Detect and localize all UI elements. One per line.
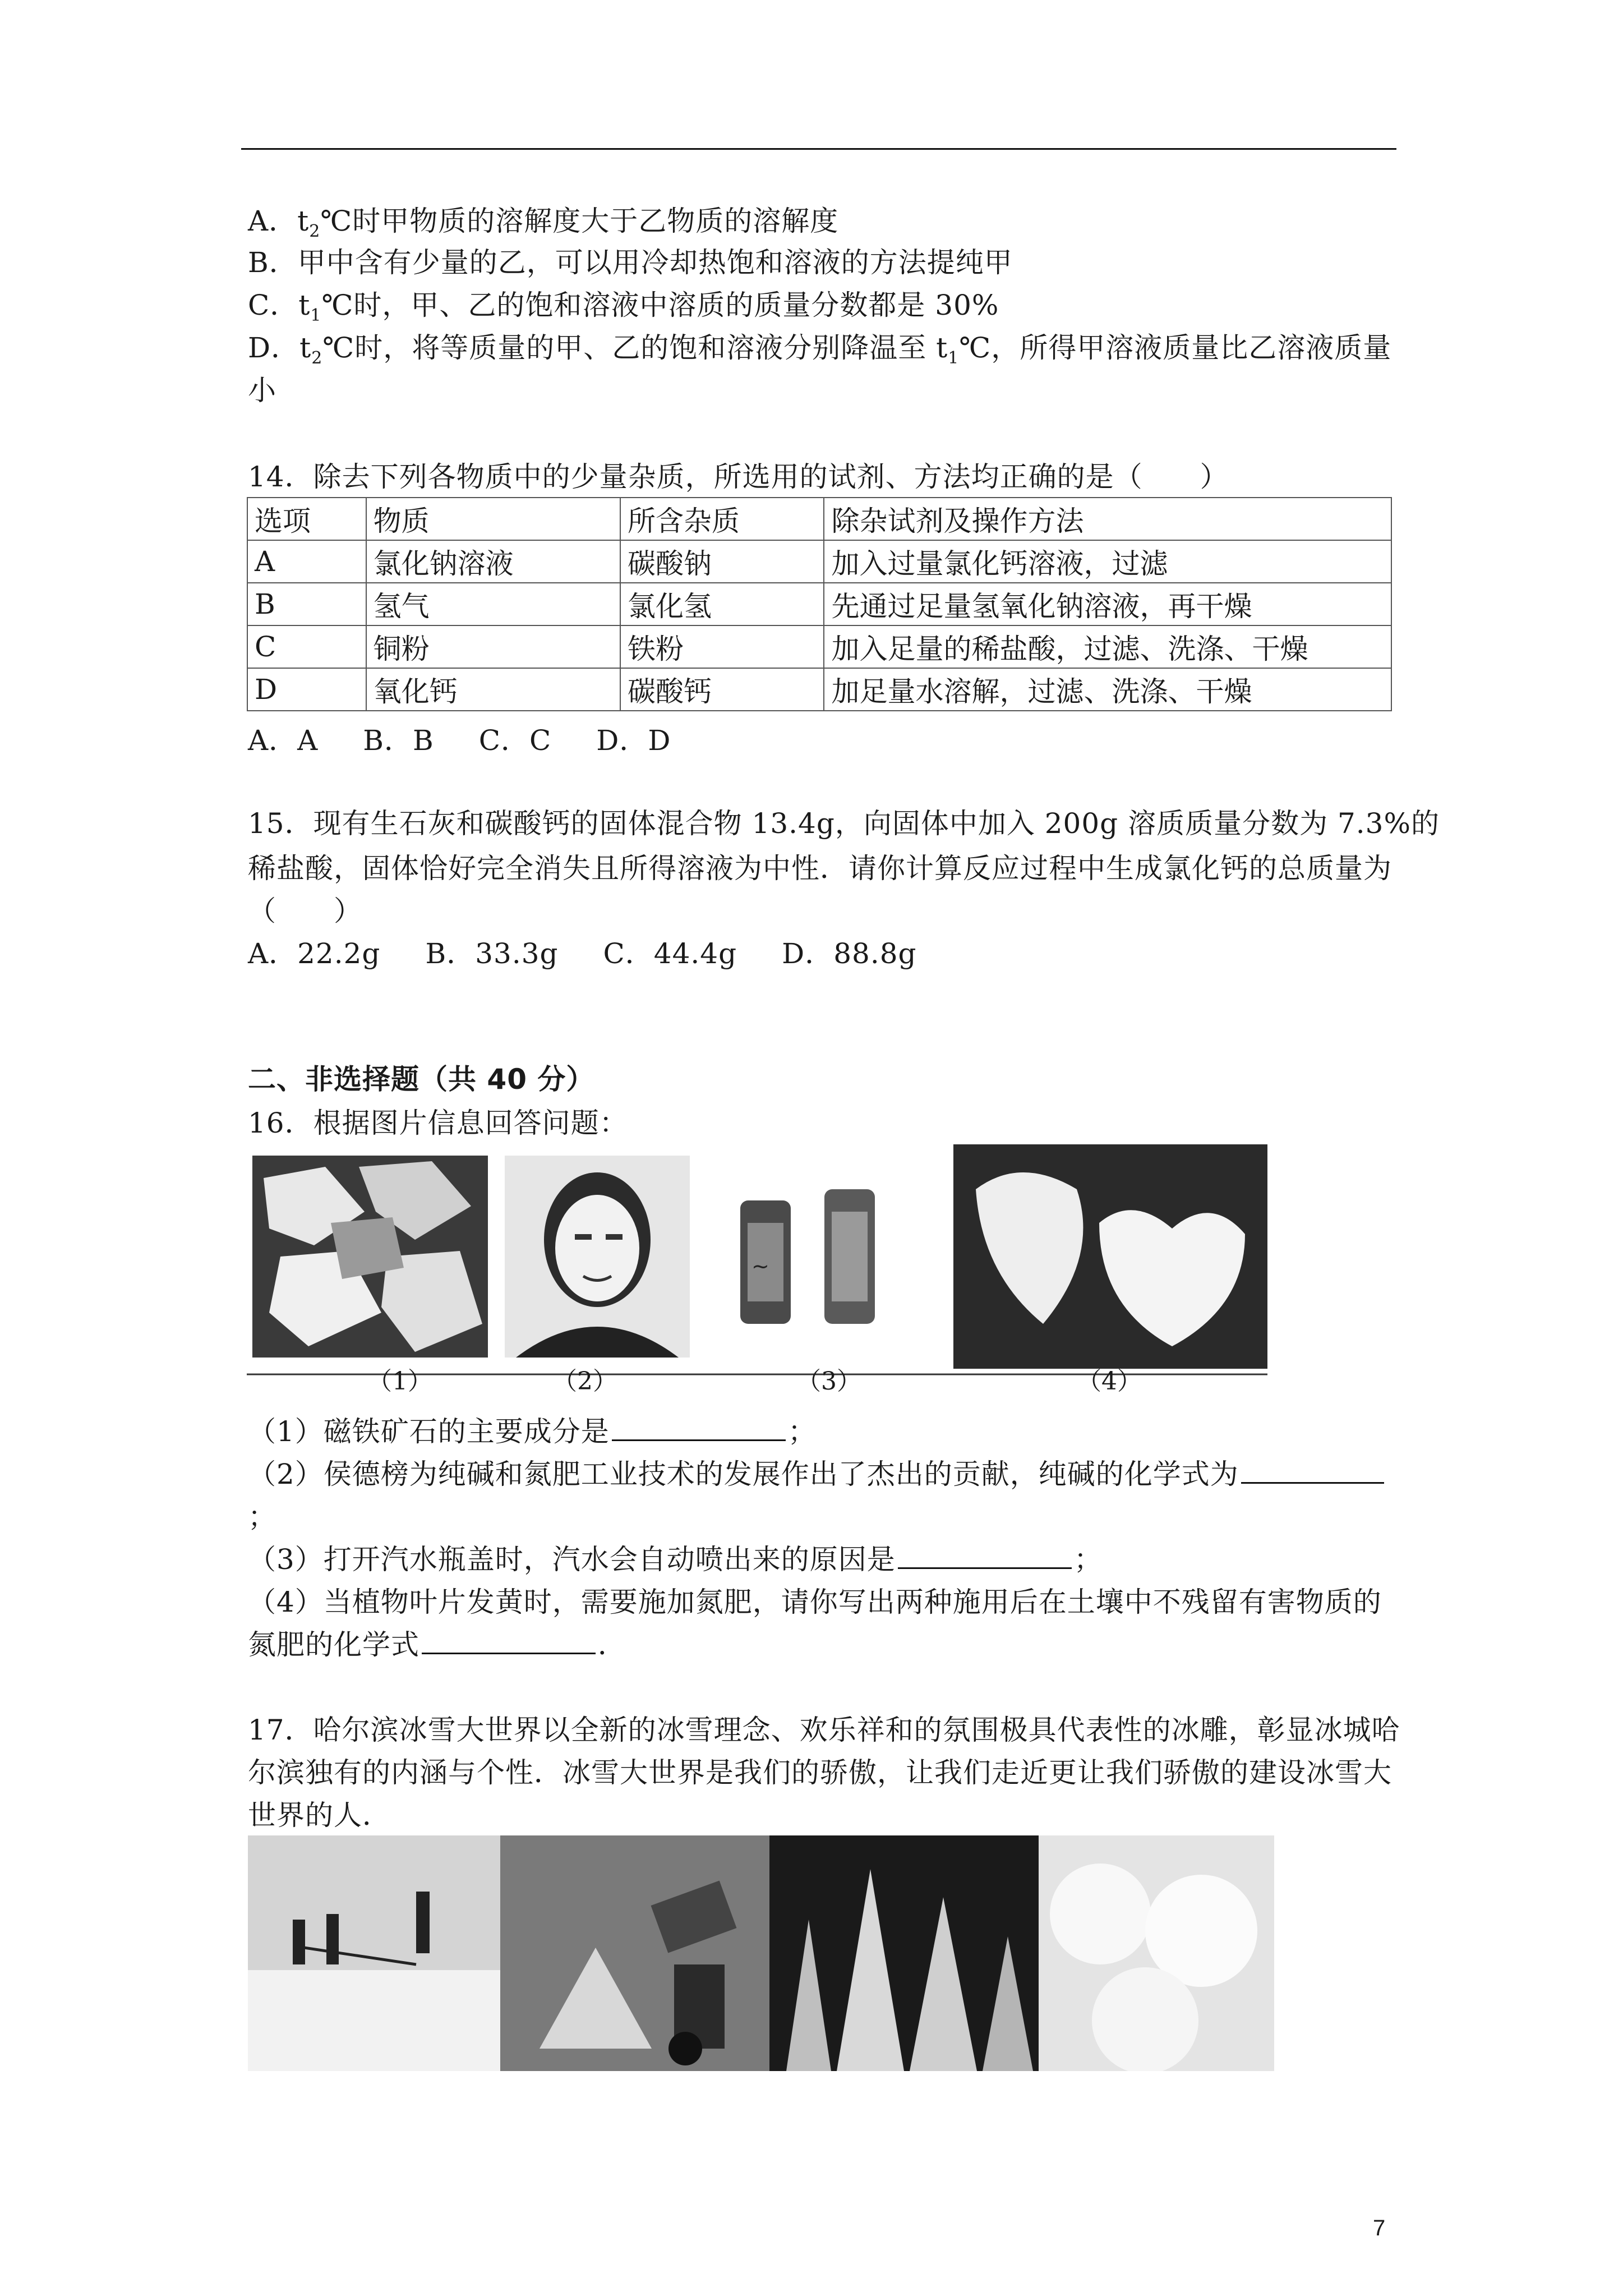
table-row <box>247 540 1391 583</box>
answer-blank[interactable] <box>1241 1454 1384 1484</box>
table-header-cell: 选项 <box>247 498 366 540</box>
page-number: 7 <box>1373 2216 1386 2240</box>
q15-line2: 稀盐酸，固体恰好完全消失且所得溶液为中性．请你计算反应过程中生成氯化钙的总质量为 <box>248 852 1392 885</box>
table-cell: 碳酸钙 <box>620 668 824 711</box>
q15-option: A．22.2g <box>248 937 381 970</box>
header-rule <box>241 148 1396 150</box>
answer-blank[interactable] <box>898 1539 1072 1569</box>
q17-line3: 世界的人． <box>248 1799 391 1832</box>
q14-option: A．A <box>248 724 319 757</box>
table-cell: 加入足量的稀盐酸，过滤、洗涤、干燥 <box>824 625 1391 668</box>
q13-option-b: B．甲中含有少量的乙，可以用冷却热饱和溶液的方法提纯甲 <box>248 246 1013 279</box>
q13-option-c: C．$t_1℃$时，甲、乙的饱和溶液中溶质的质量分数都是 30% <box>248 289 999 325</box>
q16-caption-4: （4） <box>1077 1367 1142 1396</box>
soda-cans-photo <box>740 1189 875 1324</box>
q14-option: D．D <box>596 724 671 757</box>
table-cell: C <box>247 625 366 668</box>
table-header-cell: 物质 <box>366 498 620 540</box>
q17-line2: 尔滨独有的内涵与个性．冰雪大世界是我们的骄傲，让我们走近更让我们骄傲的建设冰雪大 <box>248 1756 1392 1789</box>
q16-item-4b: 氮肥的化学式 ． <box>248 1623 626 1666</box>
q17-line1: 17．哈尔滨冰雪大世界以全新的冰雪理念、欢乐祥和的氛围极具代表性的冰雕，彰显冰城哈 <box>248 1714 1400 1746</box>
snow-spheres-photo <box>1039 1835 1274 2071</box>
ice-carving-photo <box>500 1835 769 2071</box>
table-header-row <box>247 498 1391 540</box>
ice-workers-photo <box>248 1835 500 2071</box>
q16-stem: 16．根据图片信息回答问题： <box>248 1107 628 1139</box>
section-title: 二、非选择题（共 40 分） <box>248 1063 595 1096</box>
table-cell: 加足量水溶解，过滤、洗涤、干燥 <box>824 668 1391 711</box>
portrait-photo <box>505 1156 690 1358</box>
table-cell: 氧化钙 <box>366 668 620 711</box>
q15-options <box>248 932 962 975</box>
table-cell: 加入过量氯化钙溶液，过滤 <box>824 540 1391 583</box>
q17-photo-strip <box>248 1835 1274 2071</box>
q17-photos <box>248 1835 1274 2071</box>
q16-item-2-end: ； <box>248 1501 276 1533</box>
answer-blank[interactable] <box>422 1625 596 1654</box>
q15-option: C．44.4g <box>603 937 737 970</box>
table-cell: 先通过足量氢氧化钠溶液，再干燥 <box>824 583 1391 625</box>
ice-castle-photo <box>769 1835 1039 2071</box>
q16-caption-2: （2） <box>552 1367 617 1396</box>
q14-stem: 14．除去下列各物质中的少量杂质，所选用的试剂、方法均正确的是（ ） <box>248 461 1229 493</box>
q14-options <box>248 719 716 762</box>
answer-blank[interactable] <box>612 1411 786 1441</box>
table-cell: 氢气 <box>366 583 620 625</box>
q16-caption-1: （1） <box>367 1367 432 1396</box>
svg-text:~: ~ <box>751 1254 769 1278</box>
q16-caption-3: （3） <box>796 1367 861 1396</box>
table-cell: 铁粉 <box>620 625 824 668</box>
q16-photos <box>247 1144 1267 1391</box>
table-row <box>247 583 1391 625</box>
table-header-cell: 所含杂质 <box>620 498 824 540</box>
q15-line1: 15．现有生石灰和碳酸钙的固体混合物 13.4g，向固体中加入 200g 溶质质量分数为 7.3%的 <box>248 807 1440 840</box>
table-cell: D <box>247 668 366 711</box>
table-row <box>247 668 1391 711</box>
table-cell: 氯化钠溶液 <box>366 540 620 583</box>
q13-option-a: A．$t_2℃$时甲物质的溶解度大于乙物质的溶解度 <box>248 205 839 241</box>
q14-table <box>247 497 1392 711</box>
q15-line3: （ ） <box>248 895 362 927</box>
q16-item-1: （1）磁铁矿石的主要成分是 ； <box>248 1410 817 1453</box>
table-cell: 氯化氢 <box>620 583 824 625</box>
table-row <box>247 625 1391 668</box>
q15-option: D．88.8g <box>782 937 917 970</box>
q14-option: C．C <box>478 724 552 757</box>
table-header-cell: 除杂试剂及操作方法 <box>824 498 1391 540</box>
q13-option-d: D．$t_2℃$时，将等质量的甲、乙的饱和溶液分别降温至 $t_1℃$，所得甲溶液质量比乙溶液质量 <box>248 332 1392 368</box>
q16-photo-strip <box>247 1144 1267 1396</box>
leaves-photo <box>953 1144 1267 1369</box>
q16-item-4a: （4）当植物叶片发黄时，需要施加氮肥，请你写出两种施用后在土壤中不残留有害物质的 <box>248 1586 1382 1618</box>
q16-item-2: （2）侯德榜为纯碱和氮肥工业技术的发展作出了杰出的贡献，纯碱的化学式为 <box>248 1453 1386 1496</box>
magnetite-photo <box>252 1156 488 1358</box>
q16-item-3: （3）打开汽水瓶盖时，汽水会自动喷出来的原因是 ； <box>248 1538 1103 1581</box>
table-cell: 碳酸钠 <box>620 540 824 583</box>
table-cell: B <box>247 583 366 625</box>
q14-option: B．B <box>363 724 434 757</box>
table-cell: 铜粉 <box>366 625 620 668</box>
q13-option-d-wrap: 小 <box>248 374 276 407</box>
q15-option: B．33.3g <box>425 937 559 970</box>
table-cell: A <box>247 540 366 583</box>
